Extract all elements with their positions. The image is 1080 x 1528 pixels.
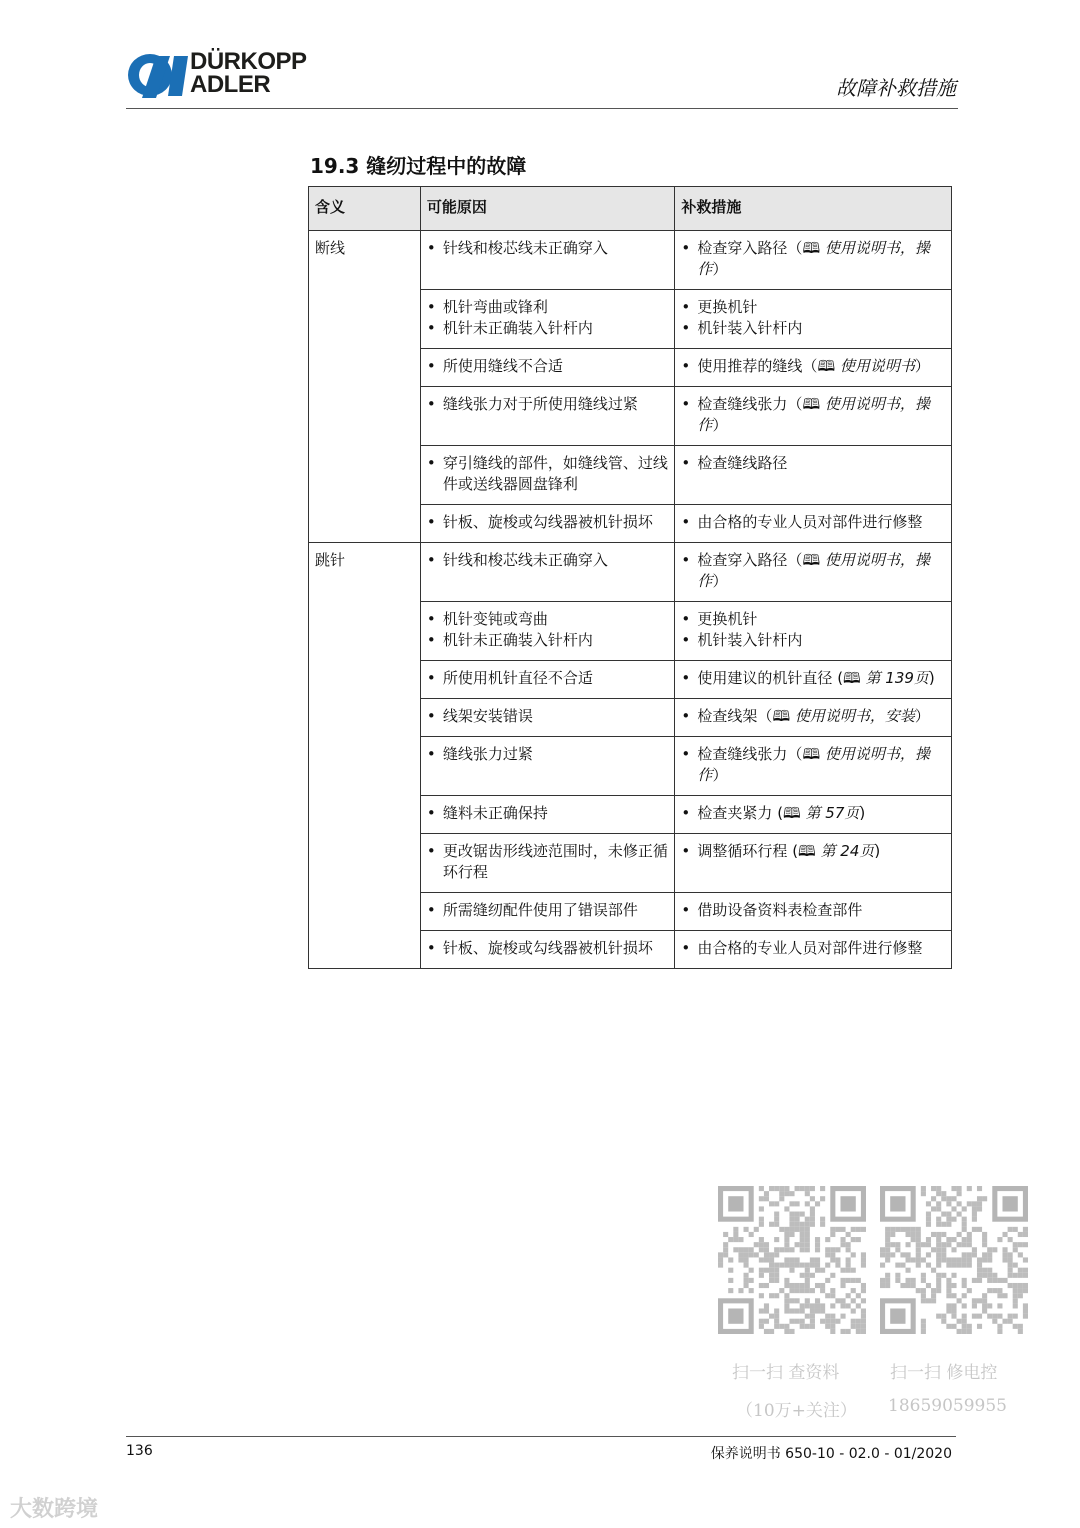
reference-link[interactable]: 第 24页 — [820, 842, 875, 860]
remedy-text: 检查线架（ — [697, 707, 773, 725]
remedy-cell — [675, 661, 952, 699]
cause-item: • 所使用缝线不合适 — [427, 356, 669, 377]
remedy-cell — [675, 834, 952, 893]
cause-item: • 机针未正确装入针杆内 — [427, 318, 669, 339]
remedy-text: 检查夹紧力 ( — [697, 804, 784, 822]
cause-cell — [420, 893, 675, 931]
remedy-item — [681, 394, 945, 436]
cause-item: • 所需缝纫配件使用了错误部件 — [427, 900, 669, 921]
book-icon: 🕮 — [772, 707, 795, 725]
cause-cell — [420, 349, 675, 387]
remedy-cell — [675, 931, 952, 969]
cause-cell — [420, 505, 675, 543]
reference-link[interactable]: 使用说明书，安装 — [794, 707, 915, 725]
reference-close: ） — [712, 572, 728, 590]
cause-item: • 缝线张力对于所使用缝线过紧 — [427, 394, 669, 415]
cause-item: • 缝线张力过紧 — [427, 744, 669, 765]
qr-left-subcaption: （10万+关注） — [736, 1401, 857, 1421]
remedy-item — [681, 453, 945, 474]
reference-close: ) — [859, 804, 866, 822]
remedy-item — [681, 318, 945, 339]
cause-item: • 穿引缝线的部件，如缝线管、过线件或送线器圆盘锋利 — [427, 453, 669, 495]
cause-cell — [420, 387, 675, 446]
remedy-text: 检查缝线路径 — [697, 454, 788, 472]
remedy-item — [681, 706, 945, 727]
cause-cell — [420, 796, 675, 834]
remedy-text: 由合格的专业人员对部件进行修整 — [697, 513, 923, 531]
remedy-cell — [675, 893, 952, 931]
cause-cell — [420, 931, 675, 969]
table-header-row — [309, 187, 952, 231]
remedy-text: 检查穿入路径（ — [697, 239, 803, 257]
remedy-text: 更换机针 — [697, 610, 758, 628]
remedy-cell — [675, 446, 952, 505]
cause-item: • 机针弯曲或锋利 — [427, 297, 669, 318]
qr-right-caption: 扫一扫 修电控 — [890, 1363, 998, 1383]
cause-item: • 所使用机针直径不合适 — [427, 668, 669, 689]
book-icon: 🕮 — [783, 804, 806, 822]
remedy-item — [681, 630, 945, 651]
remedy-text: 借助设备资料表检查部件 — [697, 901, 863, 919]
reference-close: ） — [914, 357, 930, 375]
book-icon: 🕮 — [798, 842, 821, 860]
cause-cell — [420, 231, 675, 290]
cause-item: • 针线和梭芯线未正确穿入 — [427, 238, 669, 259]
column-header-causes: 可能原因 — [420, 187, 675, 231]
cause-item: • 针板、旋梭或勾线器被机针损坏 — [427, 938, 669, 959]
cause-cell — [420, 290, 675, 349]
cause-item: • 缝料未正确保持 — [427, 803, 669, 824]
remedy-text: 使用推荐的缝线（ — [697, 357, 818, 375]
reference-close: ) — [928, 669, 935, 687]
cause-item: • 针线和梭芯线未正确穿入 — [427, 550, 669, 571]
remedy-cell — [675, 602, 952, 661]
page-number: 136 — [126, 1443, 153, 1459]
footer-divider — [126, 1436, 956, 1437]
remedy-text: 机针装入针杆内 — [697, 631, 803, 649]
reference-close: ） — [712, 260, 728, 278]
book-icon: 🕮 — [802, 395, 825, 413]
column-header-remedies: 补救措施 — [675, 187, 952, 231]
remedy-text: 检查缝线张力（ — [697, 745, 803, 763]
remedy-item — [681, 803, 945, 824]
cause-item: • 更改锯齿形线迹范围时，未修正循环行程 — [427, 841, 669, 883]
book-icon: 🕮 — [802, 745, 825, 763]
brand-name — [190, 50, 307, 96]
cause-cell — [420, 661, 675, 699]
header-divider — [126, 108, 958, 109]
remedy-text: 检查缝线张力（ — [697, 395, 803, 413]
fault-meaning: 断线 — [309, 231, 421, 543]
chapter-title: 故障补救措施 — [836, 76, 956, 100]
reference-link[interactable]: 使用说明书，操作 — [697, 551, 930, 590]
cause-cell — [420, 737, 675, 796]
cause-cell — [420, 543, 675, 602]
table-row — [309, 543, 952, 602]
cause-item: • 针板、旋梭或勾线器被机针损坏 — [427, 512, 669, 533]
remedy-item — [681, 297, 945, 318]
remedy-text: 机针装入针杆内 — [697, 319, 803, 337]
cause-item: • 机针变钝或弯曲 — [427, 609, 669, 630]
remedy-item — [681, 900, 945, 921]
remedy-item — [681, 841, 945, 862]
cause-cell — [420, 602, 675, 661]
watermark: 大数跨境 — [10, 1497, 99, 1522]
remedy-text: 使用建议的机针直径 ( — [697, 669, 844, 687]
qr-left-caption: 扫一扫 查资料 — [732, 1363, 840, 1383]
column-header-meaning: 含义 — [309, 187, 421, 231]
book-icon: 🕮 — [802, 551, 825, 569]
brand-line-1: DÜRKOPP — [190, 48, 307, 75]
document-id: 保养说明书 650-10 - 02.0 - 01/2020 — [710, 1446, 952, 1462]
remedy-cell — [675, 505, 952, 543]
cause-cell — [420, 446, 675, 505]
remedy-cell — [675, 231, 952, 290]
remedy-item — [681, 938, 945, 959]
remedy-text: 检查穿入路径（ — [697, 551, 803, 569]
remedy-cell — [675, 349, 952, 387]
remedy-item — [681, 356, 945, 377]
remedy-text: 调整循环行程 ( — [697, 842, 799, 860]
book-icon: 🕮 — [802, 239, 825, 257]
reference-link[interactable]: 使用说明书 — [839, 357, 915, 375]
cause-cell — [420, 699, 675, 737]
reference-link[interactable]: 使用说明书，操作 — [697, 239, 930, 278]
reference-link[interactable]: 使用说明书，操作 — [697, 395, 930, 434]
remedy-item — [681, 550, 945, 592]
remedy-cell — [675, 290, 952, 349]
fault-meaning: 跳针 — [309, 543, 421, 969]
remedy-item — [681, 668, 945, 689]
reference-link[interactable]: 使用说明书，操作 — [697, 745, 930, 784]
remedy-text: 更换机针 — [697, 298, 758, 316]
book-icon: 🕮 — [843, 669, 866, 687]
brand-line-2: ADLER — [190, 71, 271, 98]
remedy-item — [681, 744, 945, 786]
remedy-cell — [675, 737, 952, 796]
remedy-cell — [675, 387, 952, 446]
remedy-text: 由合格的专业人员对部件进行修整 — [697, 939, 923, 957]
cause-cell — [420, 834, 675, 893]
qr-code-right-icon — [880, 1186, 1028, 1334]
table-body — [309, 231, 952, 969]
remedy-item — [681, 512, 945, 533]
cause-item: • 线架安装错误 — [427, 706, 669, 727]
table-row — [309, 231, 952, 290]
logo-mark-icon — [126, 50, 190, 100]
remedy-cell — [675, 796, 952, 834]
reference-link[interactable]: 第 139页 — [865, 669, 929, 687]
remedy-item — [681, 609, 945, 630]
reference-close: ） — [712, 766, 728, 784]
book-icon: 🕮 — [817, 357, 840, 375]
section-title: 19.3 缝纫过程中的故障 — [310, 154, 527, 178]
reference-link[interactable]: 第 57页 — [805, 804, 860, 822]
remedy-cell — [675, 699, 952, 737]
qr-right-subcaption: 18659059955 — [888, 1396, 1007, 1416]
reference-close: ） — [712, 416, 728, 434]
remedy-cell — [675, 543, 952, 602]
fault-table — [308, 186, 952, 969]
reference-close: ) — [874, 842, 881, 860]
reference-close: ） — [914, 707, 930, 725]
qr-code-left-icon — [718, 1186, 866, 1334]
cause-item: • 机针未正确装入针杆内 — [427, 630, 669, 651]
remedy-item — [681, 238, 945, 280]
